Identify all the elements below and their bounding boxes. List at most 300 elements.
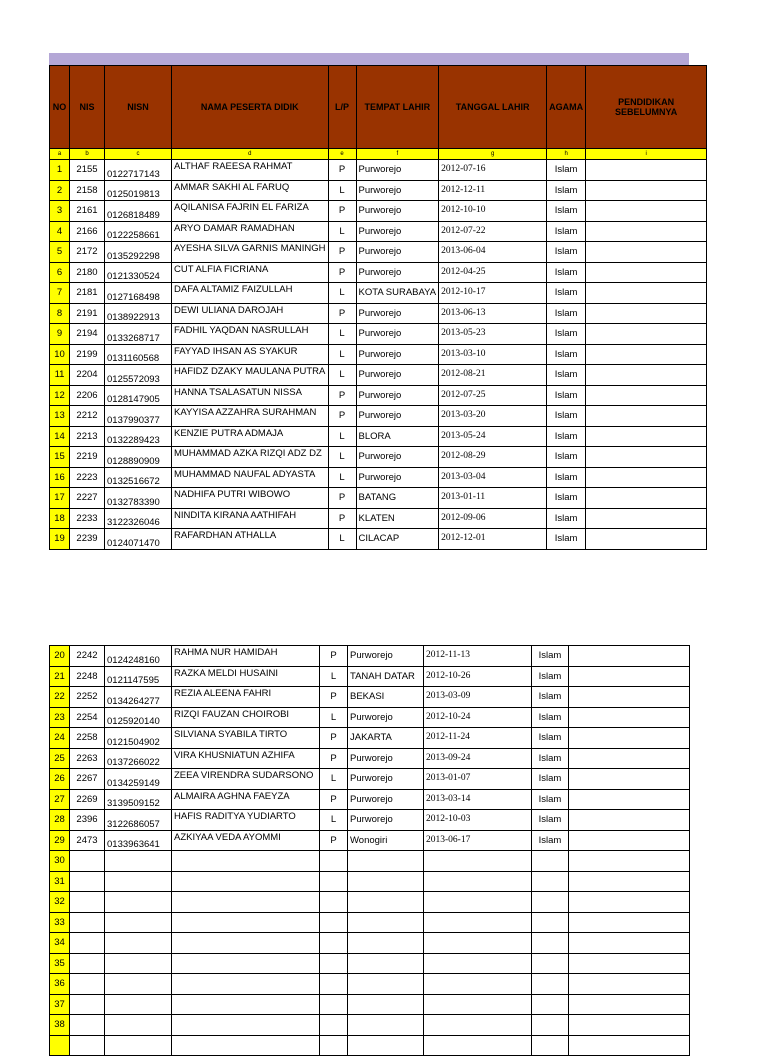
gender-cell: P: [328, 160, 356, 181]
gender-cell: L: [328, 365, 356, 386]
birthdate-cell: 2013-03-14: [424, 789, 532, 810]
nis-cell: [70, 892, 105, 913]
birthplace-cell: [348, 851, 424, 872]
nis-cell: 2227: [70, 488, 105, 509]
birthdate-cell: 2012-11-13: [424, 646, 532, 667]
student-name: ARYO DAMAR RAMADHAN: [172, 221, 329, 242]
gender-cell: P: [328, 201, 356, 222]
birthdate-cell: 2013-06-13: [439, 303, 547, 324]
birthplace-cell: Purworejo: [356, 160, 439, 181]
column-letter: g: [439, 149, 547, 160]
religion-cell: Islam: [547, 365, 586, 386]
row-number: 24: [50, 728, 70, 749]
religion-cell: [532, 892, 569, 913]
previous-school-cell: [586, 365, 707, 386]
birthplace-cell: BEKASI: [348, 687, 424, 708]
birthplace-cell: KOTA SURABAYA: [356, 283, 439, 304]
nisn-cell: 0135292298: [105, 242, 172, 263]
table-row: [50, 646, 690, 667]
gender-cell: L: [328, 221, 356, 242]
table-row: [50, 262, 707, 283]
table-row: [50, 221, 707, 242]
birthdate-cell: [424, 974, 532, 995]
row-number: 23: [50, 707, 70, 728]
column-letter-row: [50, 149, 707, 160]
nisn-cell: 3122326046: [105, 508, 172, 529]
student-name: KENZIE PUTRA ADMAJA: [172, 426, 329, 447]
nisn-cell: [105, 974, 172, 995]
table-row: [50, 748, 690, 769]
religion-cell: Islam: [547, 221, 586, 242]
table-row: [50, 830, 690, 851]
nisn-cell: 0124071470: [105, 529, 172, 550]
religion-cell: Islam: [532, 789, 569, 810]
nisn-cell: 3139509152: [105, 789, 172, 810]
nisn-cell: 0121504902: [105, 728, 172, 749]
birthplace-cell: [348, 1015, 424, 1036]
religion-cell: [532, 994, 569, 1015]
gender-cell: L: [328, 283, 356, 304]
row-number: 12: [50, 385, 70, 406]
birthdate-cell: 2012-10-10: [439, 201, 547, 222]
nisn-cell: 0133963641: [105, 830, 172, 851]
nisn-cell: 0134259149: [105, 769, 172, 790]
nis-cell: 2199: [70, 344, 105, 365]
nisn-cell: 0132289423: [105, 426, 172, 447]
student-name: RIZQI FAUZAN CHOIROBI: [172, 707, 320, 728]
gender-cell: P: [320, 687, 348, 708]
birthdate-cell: 2012-08-21: [439, 365, 547, 386]
student-name: VIRA KHUSNIATUN AZHIFA: [172, 748, 320, 769]
previous-school-cell: [586, 283, 707, 304]
gender-cell: P: [320, 830, 348, 851]
header-lp: L/P: [328, 66, 356, 149]
birthplace-cell: BLORA: [356, 426, 439, 447]
row-number: 28: [50, 810, 70, 831]
gender-cell: [320, 974, 348, 995]
student-name: HAFIDZ DZAKY MAULANA PUTRA: [172, 365, 329, 386]
nisn-cell: 0122717143: [105, 160, 172, 181]
nisn-cell: [105, 1035, 172, 1056]
religion-cell: Islam: [532, 769, 569, 790]
student-name: FAYYAD IHSAN AS SYAKUR: [172, 344, 329, 365]
row-number: 31: [50, 871, 70, 892]
row-number: 27: [50, 789, 70, 810]
nis-cell: 2161: [70, 201, 105, 222]
column-letter: c: [105, 149, 172, 160]
table-row: [50, 426, 707, 447]
table-row: [50, 180, 707, 201]
birthplace-cell: BATANG: [356, 488, 439, 509]
table-row: [50, 994, 690, 1015]
nis-cell: 2248: [70, 666, 105, 687]
nis-cell: [70, 871, 105, 892]
religion-cell: Islam: [547, 324, 586, 345]
row-number: 32: [50, 892, 70, 913]
row-number: 8: [50, 303, 70, 324]
religion-cell: Islam: [547, 447, 586, 468]
nisn-cell: [105, 1015, 172, 1036]
previous-school-cell: [586, 201, 707, 222]
previous-school-cell: [569, 1015, 690, 1036]
religion-cell: [532, 871, 569, 892]
birthplace-cell: Wonogiri: [348, 830, 424, 851]
birthplace-cell: Purworejo: [356, 262, 439, 283]
birthdate-cell: 2013-05-24: [439, 426, 547, 447]
nis-cell: [70, 1015, 105, 1036]
table-row: [50, 201, 707, 222]
birthdate-cell: 2013-03-09: [424, 687, 532, 708]
religion-cell: Islam: [532, 830, 569, 851]
nisn-cell: 0125572093: [105, 365, 172, 386]
student-name: [172, 1015, 320, 1036]
religion-cell: Islam: [532, 687, 569, 708]
birthplace-cell: [348, 1035, 424, 1056]
student-name: ALMAIRA AGHNA FAEYZA: [172, 789, 320, 810]
birthdate-cell: 2013-01-07: [424, 769, 532, 790]
student-name: [172, 892, 320, 913]
birthdate-cell: 2013-09-24: [424, 748, 532, 769]
table-row: [50, 283, 707, 304]
previous-school-cell: [569, 769, 690, 790]
previous-school-cell: [586, 324, 707, 345]
religion-cell: Islam: [547, 303, 586, 324]
table-row: [50, 406, 707, 427]
table-row: [50, 303, 707, 324]
birthdate-cell: [424, 892, 532, 913]
student-name: ALTHAF RAEESA RAHMAT: [172, 160, 329, 181]
birthplace-cell: Purworejo: [348, 748, 424, 769]
nisn-cell: 0127168498: [105, 283, 172, 304]
previous-school-cell: [586, 221, 707, 242]
nis-cell: 2212: [70, 406, 105, 427]
religion-cell: [532, 1035, 569, 1056]
table-row: [50, 529, 707, 550]
religion-cell: Islam: [547, 467, 586, 488]
birthplace-cell: Purworejo: [356, 221, 439, 242]
birthplace-cell: [348, 933, 424, 954]
nis-cell: 2473: [70, 830, 105, 851]
previous-school-cell: [569, 666, 690, 687]
table-row: [50, 953, 690, 974]
birthdate-cell: 2013-06-04: [439, 242, 547, 263]
birthplace-cell: Purworejo: [356, 467, 439, 488]
nis-cell: 2242: [70, 646, 105, 667]
nis-cell: 2181: [70, 283, 105, 304]
gender-cell: [320, 933, 348, 954]
birthplace-cell: KLATEN: [356, 508, 439, 529]
student-name: AYESHA SILVA GARNIS MANINGH: [172, 242, 329, 263]
student-name: HAFIS RADITYA YUDIARTO: [172, 810, 320, 831]
student-name: RAZKA MELDI HUSAINI: [172, 666, 320, 687]
birthdate-cell: 2012-07-25: [439, 385, 547, 406]
row-number: 16: [50, 467, 70, 488]
gender-cell: L: [328, 344, 356, 365]
table-row: [50, 728, 690, 749]
birthdate-cell: [424, 851, 532, 872]
row-number: 19: [50, 529, 70, 550]
column-letter: b: [70, 149, 105, 160]
row-number: 15: [50, 447, 70, 468]
table-row: [50, 324, 707, 345]
nisn-cell: 0128890909: [105, 447, 172, 468]
nisn-cell: [105, 912, 172, 933]
nis-cell: 2155: [70, 160, 105, 181]
previous-school-cell: [586, 467, 707, 488]
birthplace-cell: TANAH DATAR: [348, 666, 424, 687]
gender-cell: L: [328, 324, 356, 345]
row-number: 33: [50, 912, 70, 933]
religion-cell: Islam: [547, 242, 586, 263]
table-row: [50, 447, 707, 468]
gender-cell: P: [320, 748, 348, 769]
birthdate-cell: 2012-04-25: [439, 262, 547, 283]
nisn-cell: 0132516672: [105, 467, 172, 488]
nis-cell: 2158: [70, 180, 105, 201]
gender-cell: L: [328, 529, 356, 550]
religion-cell: Islam: [547, 180, 586, 201]
previous-school-cell: [586, 508, 707, 529]
previous-school-cell: [569, 974, 690, 995]
table-row: [50, 508, 707, 529]
religion-cell: Islam: [532, 707, 569, 728]
birthdate-cell: 2013-03-10: [439, 344, 547, 365]
previous-school-cell: [569, 933, 690, 954]
table-row: [50, 1015, 690, 1036]
student-name: CUT ALFIA FICRIANA: [172, 262, 329, 283]
birthplace-cell: Purworejo: [348, 707, 424, 728]
student-name: SILVIANA SYABILA TIRTO: [172, 728, 320, 749]
birthdate-cell: [424, 994, 532, 1015]
nis-cell: 2223: [70, 467, 105, 488]
row-number: 13: [50, 406, 70, 427]
nis-cell: 2180: [70, 262, 105, 283]
previous-school-cell: [586, 447, 707, 468]
nisn-cell: 0125920140: [105, 707, 172, 728]
nis-cell: [70, 912, 105, 933]
row-number: 5: [50, 242, 70, 263]
birthplace-cell: Purworejo: [356, 385, 439, 406]
row-number: 30: [50, 851, 70, 872]
previous-school-cell: [569, 646, 690, 667]
birthplace-cell: Purworejo: [348, 789, 424, 810]
birthplace-cell: CILACAP: [356, 529, 439, 550]
nis-cell: [70, 933, 105, 954]
table-row: [50, 467, 707, 488]
nis-cell: 2258: [70, 728, 105, 749]
header-nama: NAMA PESERTA DIDIK: [172, 66, 329, 149]
nis-cell: 2204: [70, 365, 105, 386]
table-row: [50, 892, 690, 913]
row-number: 35: [50, 953, 70, 974]
nisn-cell: 3122686057: [105, 810, 172, 831]
row-number: 36: [50, 974, 70, 995]
row-number: 18: [50, 508, 70, 529]
previous-school-cell: [586, 180, 707, 201]
previous-school-cell: [586, 488, 707, 509]
religion-cell: Islam: [547, 283, 586, 304]
row-number: 9: [50, 324, 70, 345]
previous-school-cell: [569, 912, 690, 933]
nisn-cell: 0131160568: [105, 344, 172, 365]
nis-cell: 2213: [70, 426, 105, 447]
previous-school-cell: [586, 160, 707, 181]
row-number: 3: [50, 201, 70, 222]
nisn-cell: 0133268717: [105, 324, 172, 345]
previous-school-cell: [569, 810, 690, 831]
nis-cell: [70, 974, 105, 995]
birthdate-cell: 2012-12-11: [439, 180, 547, 201]
table-row: [50, 365, 707, 386]
gender-cell: [320, 953, 348, 974]
religion-cell: Islam: [547, 262, 586, 283]
birthplace-cell: [348, 912, 424, 933]
birthplace-cell: [348, 953, 424, 974]
table-row: [50, 1035, 690, 1056]
nis-cell: 2219: [70, 447, 105, 468]
birthdate-cell: 2012-11-24: [424, 728, 532, 749]
nis-cell: [70, 953, 105, 974]
previous-school-cell: [569, 748, 690, 769]
student-name: FADHIL YAQDAN NASRULLAH: [172, 324, 329, 345]
gender-cell: L: [320, 707, 348, 728]
gender-cell: L: [328, 180, 356, 201]
gender-cell: L: [328, 467, 356, 488]
header-tempat-lahir: TEMPAT LAHIR: [356, 66, 439, 149]
gender-cell: [320, 1035, 348, 1056]
row-number: 37: [50, 994, 70, 1015]
religion-cell: Islam: [532, 748, 569, 769]
previous-school-cell: [586, 426, 707, 447]
religion-cell: [532, 1015, 569, 1036]
previous-school-cell: [586, 406, 707, 427]
birthplace-cell: Purworejo: [356, 201, 439, 222]
religion-cell: [532, 933, 569, 954]
previous-school-cell: [569, 892, 690, 913]
birthdate-cell: 2012-10-24: [424, 707, 532, 728]
header-pendidikan-sebelumnya: PENDIDIKAN SEBELUMNYA: [586, 66, 707, 149]
nis-cell: 2267: [70, 769, 105, 790]
gender-cell: L: [328, 447, 356, 468]
gender-cell: [320, 1015, 348, 1036]
religion-cell: Islam: [547, 529, 586, 550]
birthplace-cell: Purworejo: [356, 447, 439, 468]
religion-cell: [532, 953, 569, 974]
student-name: [172, 851, 320, 872]
header-no: NO: [50, 66, 70, 149]
birthplace-cell: Purworejo: [356, 303, 439, 324]
birthdate-cell: 2012-07-16: [439, 160, 547, 181]
column-header-row: [50, 66, 707, 149]
table-row: [50, 344, 707, 365]
student-name: [172, 933, 320, 954]
student-table-part-1: [49, 65, 707, 550]
gender-cell: [320, 994, 348, 1015]
row-number: 21: [50, 666, 70, 687]
student-name: [172, 953, 320, 974]
nis-cell: 2194: [70, 324, 105, 345]
nisn-cell: 0125019813: [105, 180, 172, 201]
birthplace-cell: Purworejo: [356, 242, 439, 263]
previous-school-cell: [569, 871, 690, 892]
row-number: [50, 1035, 70, 1056]
table-row: [50, 974, 690, 995]
student-name: AQILANISA FAJRIN EL FARIZA: [172, 201, 329, 222]
student-name: AZKIYAA VEDA AYOMMI: [172, 830, 320, 851]
nis-cell: 2269: [70, 789, 105, 810]
previous-school-cell: [586, 344, 707, 365]
column-letter: e: [328, 149, 356, 160]
row-number: 20: [50, 646, 70, 667]
nis-cell: 2172: [70, 242, 105, 263]
table-row: [50, 687, 690, 708]
birthplace-cell: [348, 974, 424, 995]
birthplace-cell: Purworejo: [356, 406, 439, 427]
previous-school-cell: [569, 851, 690, 872]
religion-cell: Islam: [532, 728, 569, 749]
student-name: KAYYISA AZZAHRA SURAHMAN: [172, 406, 329, 427]
nisn-cell: [105, 871, 172, 892]
religion-cell: Islam: [532, 666, 569, 687]
gender-cell: L: [320, 769, 348, 790]
previous-school-cell: [569, 789, 690, 810]
gender-cell: P: [320, 728, 348, 749]
gender-cell: [320, 851, 348, 872]
nis-cell: 2254: [70, 707, 105, 728]
gender-cell: P: [320, 646, 348, 667]
gender-cell: P: [328, 385, 356, 406]
row-number: 22: [50, 687, 70, 708]
nis-cell: 2191: [70, 303, 105, 324]
nisn-cell: 0128147905: [105, 385, 172, 406]
row-number: 25: [50, 748, 70, 769]
student-name: [172, 994, 320, 1015]
birthdate-cell: [424, 933, 532, 954]
table-row: [50, 912, 690, 933]
table-row: [50, 789, 690, 810]
column-letter: d: [172, 149, 329, 160]
student-table-part-2: [49, 645, 690, 1056]
row-number: 14: [50, 426, 70, 447]
nisn-cell: [105, 994, 172, 1015]
table-row: [50, 871, 690, 892]
gender-cell: [320, 912, 348, 933]
previous-school-cell: [569, 1035, 690, 1056]
column-letter: f: [356, 149, 439, 160]
table-row: [50, 385, 707, 406]
nisn-cell: 0134264277: [105, 687, 172, 708]
previous-school-cell: [586, 242, 707, 263]
student-name: [172, 1035, 320, 1056]
nisn-cell: 0138922913: [105, 303, 172, 324]
religion-cell: Islam: [547, 426, 586, 447]
row-number: 4: [50, 221, 70, 242]
header-nisn: NISN: [105, 66, 172, 149]
row-number: 26: [50, 769, 70, 790]
student-name: DAFA ALTAMIZ FAIZULLAH: [172, 283, 329, 304]
student-name: RAHMA NUR HAMIDAH: [172, 646, 320, 667]
birthdate-cell: [424, 912, 532, 933]
gender-cell: P: [328, 488, 356, 509]
nis-cell: [70, 994, 105, 1015]
gender-cell: P: [328, 303, 356, 324]
table-row: [50, 666, 690, 687]
nisn-cell: [105, 953, 172, 974]
birthplace-cell: Purworejo: [356, 324, 439, 345]
table-row: [50, 707, 690, 728]
previous-school-cell: [586, 529, 707, 550]
birthdate-cell: 2013-03-04: [439, 467, 547, 488]
